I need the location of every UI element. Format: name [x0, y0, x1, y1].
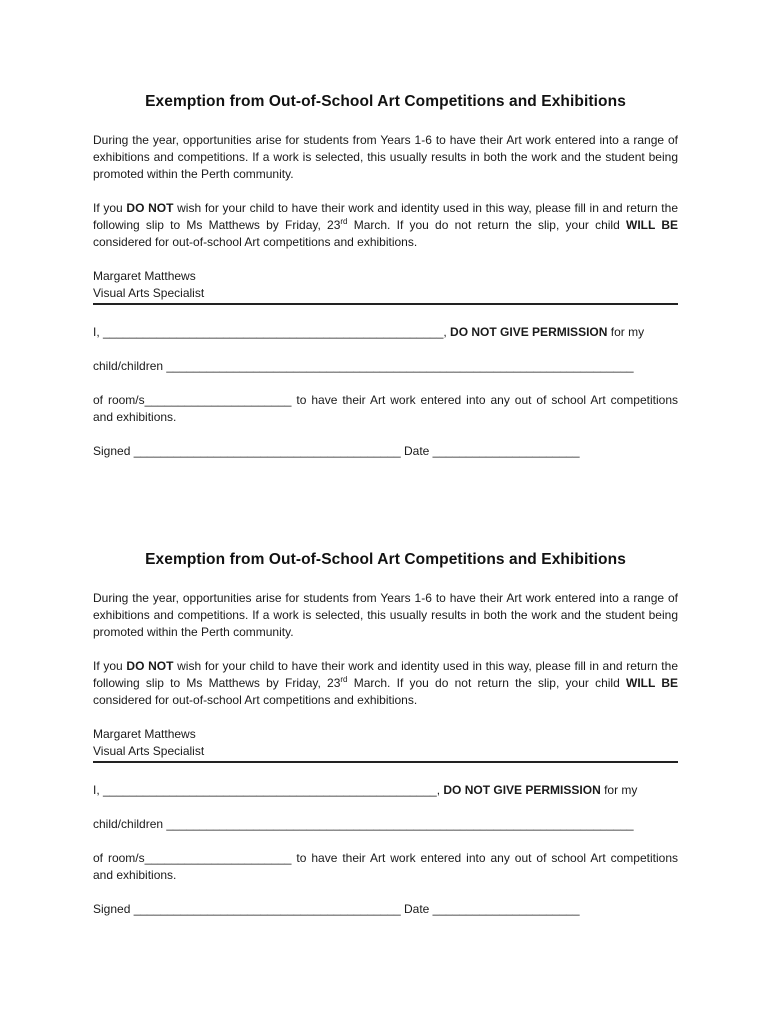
- children-name-field[interactable]: child/children ______________________________________________________________________: [93, 817, 634, 831]
- permission-line: I, ___________________________________________________, DO NOT GIVE PERMISSION for my: [93, 325, 645, 339]
- signatory-block: [93, 726, 678, 760]
- form-title: Exemption from Out-of-School Art Competitions and Exhibitions: [145, 93, 626, 110]
- cut-line-divider: [93, 761, 678, 763]
- permission-emphasis: DO NOT GIVE PERMISSION: [443, 783, 601, 797]
- signature-date-field[interactable]: Signed ________________________________________ Date ______________________: [93, 902, 580, 916]
- children-name-field[interactable]: child/children ______________________________________________________________________: [93, 359, 634, 373]
- exemption-form-2: [93, 551, 678, 918]
- exemption-form-1: [93, 93, 678, 460]
- notice-paragraph: If you DO NOT wish for your child to have their work and identity used in this way, please fill in and return the following slip to Ms Matthews by Friday, 23rd March. If you do not return the slip, your child WILL BE considered for out-of-school Art competitions and exhibitions.: [93, 201, 678, 249]
- permission-emphasis: DO NOT GIVE PERMISSION: [450, 325, 608, 339]
- parent-name-field[interactable]: I, ___________________________________________________,: [93, 325, 451, 339]
- signatory-name: Margaret Matthews: [93, 269, 196, 283]
- ordinal-suffix: rd: [340, 217, 348, 226]
- notice-paragraph: If you DO NOT wish for your child to have their work and identity used in this way, please fill in and return the following slip to Ms Matthews by Friday, 23rd March. If you do not return the slip, your child WILL BE considered for out-of-school Art competitions and exhibitions.: [93, 659, 678, 707]
- do-not-emphasis: DO NOT: [126, 201, 174, 215]
- ordinal-suffix: rd: [340, 675, 348, 684]
- intro-paragraph: During the year, opportunities arise for students from Years 1-6 to have their Art work entered into a range of exhibitions and competitions. If a work is selected, this usually results in both the work and the student being promoted within the Perth community.: [93, 591, 678, 639]
- cut-line-divider: [93, 303, 678, 305]
- will-be-emphasis: WILL BE: [626, 676, 678, 690]
- do-not-emphasis: DO NOT: [126, 659, 174, 673]
- room-field[interactable]: of room/s______________________ to have their Art work entered into any out of school Art competitions and exhibitions.: [93, 851, 678, 882]
- will-be-emphasis: WILL BE: [626, 218, 678, 232]
- parent-name-field[interactable]: I, __________________________________________________,: [93, 783, 444, 797]
- intro-paragraph: During the year, opportunities arise for students from Years 1-6 to have their Art work entered into a range of exhibitions and competitions. If a work is selected, this usually results in both the work and the student being promoted within the Perth community.: [93, 133, 678, 181]
- signature-date-field[interactable]: Signed ________________________________________ Date ______________________: [93, 444, 580, 458]
- signatory-role: Visual Arts Specialist: [93, 744, 205, 758]
- permission-line: I, __________________________________________________, DO NOT GIVE PERMISSION for my: [93, 783, 638, 797]
- signatory-role: Visual Arts Specialist: [93, 286, 205, 300]
- form-title: Exemption from Out-of-School Art Competitions and Exhibitions: [145, 551, 626, 568]
- signatory-block: [93, 268, 678, 302]
- signatory-name: Margaret Matthews: [93, 727, 196, 741]
- room-field[interactable]: of room/s______________________ to have their Art work entered into any out of school Art competitions and exhibitions.: [93, 393, 678, 424]
